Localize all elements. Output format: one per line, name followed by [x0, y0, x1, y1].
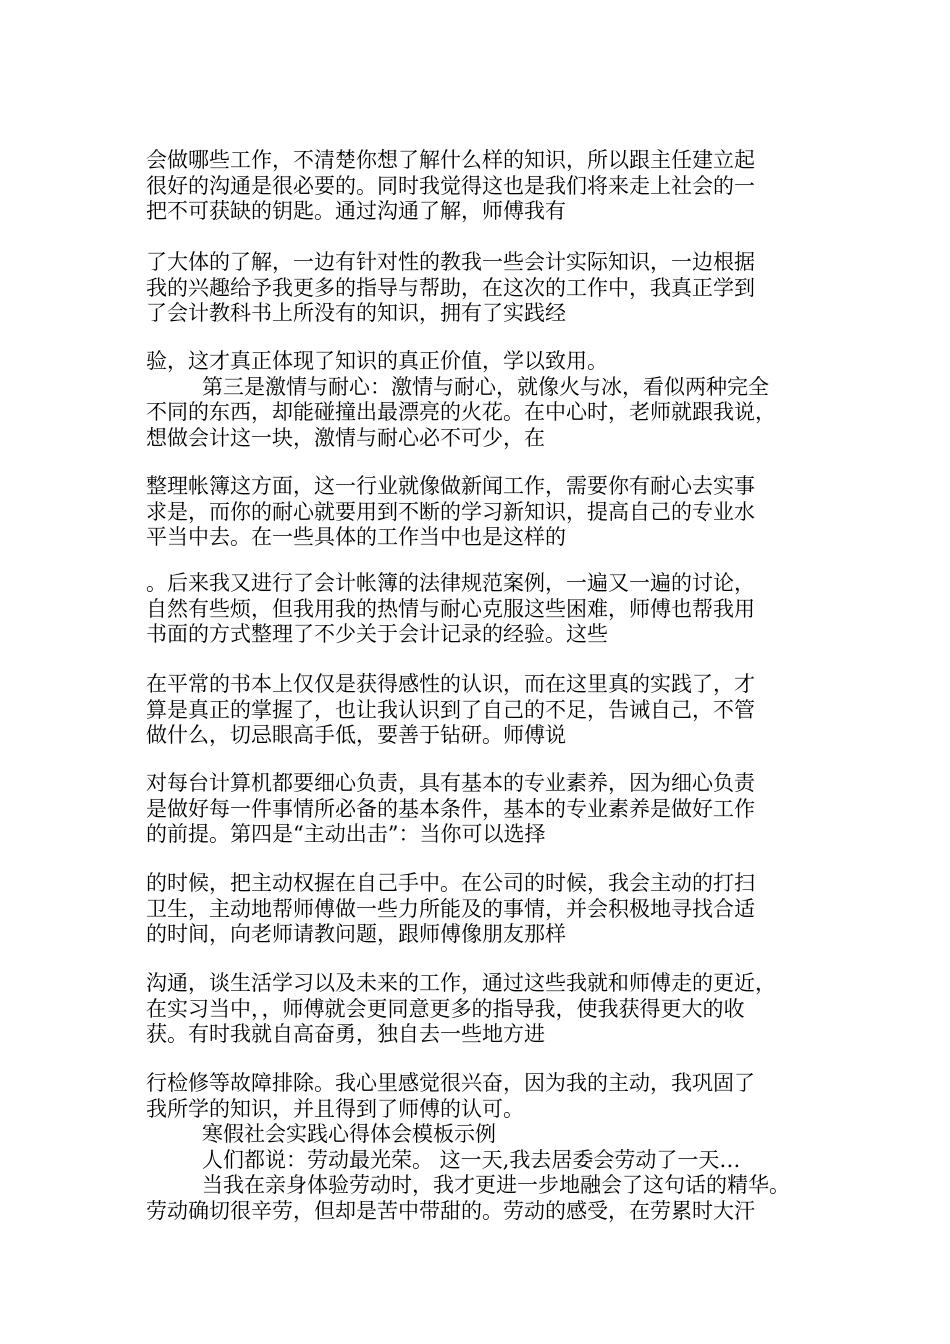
paragraph-6 — [146, 672, 816, 749]
text-line: 我所学的知识，并且得到了师傅的认可。 — [146, 1096, 524, 1121]
text-line: 的时候，把主动权握在自己手中。在公司的时候，我会主动的打扫 — [146, 871, 755, 895]
text-line: 沟通，谈生活学习以及未来的工作，通过这些我就和师傅走的更近， — [146, 971, 776, 995]
text-line: 了会计教科书上所没有的知识，拥有了实践经 — [146, 301, 566, 325]
text-line: 人们都说：劳动最光荣。 这一天,我去居委会劳动了一天… — [202, 1147, 741, 1172]
text-line: 求是，而你的耐心就要用到不断的学习新知识，提高自己的专业水 — [146, 499, 755, 524]
paragraph-10 — [146, 1071, 816, 1224]
text-line: 是做好每一件事情所必备的基本条件，基本的专业素养是做好工作 — [146, 796, 755, 821]
text-line: 算是真正的掌握了，也让我认识到了自己的不足，告诫自己，不管 — [146, 697, 755, 722]
text-line: 劳动确切很辛劳，但却是苦中带甜的。劳动的感受，在劳累时大汗 — [146, 1198, 755, 1223]
text-line: 行检修等故障排除。我心里感觉很兴奋，因为我的主动，我巩固了 — [146, 1071, 755, 1095]
paragraph-3 — [146, 349, 816, 451]
section-heading: 寒假社会实践心得体会模板示例 — [202, 1122, 496, 1146]
text-line: 把不可获缺的钥匙。通过沟通了解，师傅我有 — [146, 199, 566, 223]
text-line: 对每台计算机都要细心负责，具有基本的专业素养，因为细心负责 — [146, 771, 755, 795]
paragraph-7 — [146, 771, 816, 848]
text-line: 卫生，主动地帮师傅做一些力所能及的事情，并会积极地寻找合适 — [146, 896, 755, 921]
paragraph-2 — [146, 250, 816, 327]
text-line: 第三是激情与耐心：激情与耐心，就像火与冰，看似两种完全 — [202, 374, 769, 399]
text-line: 平当中去。在一些具体的工作当中也是这样的 — [146, 525, 566, 549]
text-line: 很好的沟通是很必要的。同时我觉得这也是我们将来走上社会的一 — [146, 173, 755, 198]
text-line: 获。有时我就自高奋勇，独自去一些地方进 — [146, 1022, 545, 1046]
text-line: 的前提。第四是“主动出击”：当你可以选择 — [146, 822, 546, 846]
paragraph-1 — [146, 148, 816, 225]
paragraph-5 — [146, 571, 816, 648]
text-line: 整理帐簿这方面，这一行业就像做新闻工作，需要你有耐心去实事 — [146, 474, 755, 498]
text-line: 。后来我又进行了会计帐簿的法律规范案例，一遍又一遍的讨论， — [146, 571, 755, 595]
text-line: 了大体的了解，一边有针对性的教我一些会计实际知识，一边根据 — [146, 250, 755, 274]
text-line: 在平常的书本上仅仅是获得感性的认识，而在这里真的实践了，才 — [146, 672, 755, 696]
text-line: 做什么，切忌眼高手低，要善于钻研。师傅说 — [146, 723, 566, 747]
text-line: 验，这才真正体现了知识的真正价值，学以致用。 — [146, 349, 608, 373]
text-line: 想做会计这一块，激情与耐心必不可少，在 — [146, 425, 545, 450]
paragraph-9 — [146, 971, 816, 1048]
text-line: 在实习当中，，师傅就会更同意更多的指导我，使我获得更大的收 — [146, 996, 745, 1021]
text-line: 书面的方式整理了不少关于会计记录的经验。这些 — [146, 622, 608, 646]
text-line: 会做哪些工作，不清楚你想了解什么样的知识，所以跟主任建立起 — [146, 148, 755, 172]
text-line: 我的兴趣给予我更多的指导与帮助，在这次的工作中，我真正学到 — [146, 275, 755, 300]
text-line: 的时间，向老师请教问题，跟师傅像朋友那样 — [146, 922, 566, 946]
text-line: 自然有些烦，但我用我的热情与耐心克服这些困难，师傅也帮我用 — [146, 596, 755, 621]
paragraph-8 — [146, 871, 816, 948]
text-line: 当我在亲身体验劳动时，我才更进一步地融会了这句话的精华。 — [202, 1173, 790, 1197]
paragraph-4 — [146, 474, 816, 551]
text-line: 不同的东西，却能碰撞出最漂亮的火花。在中心时，老师就跟我说， — [146, 400, 776, 424]
